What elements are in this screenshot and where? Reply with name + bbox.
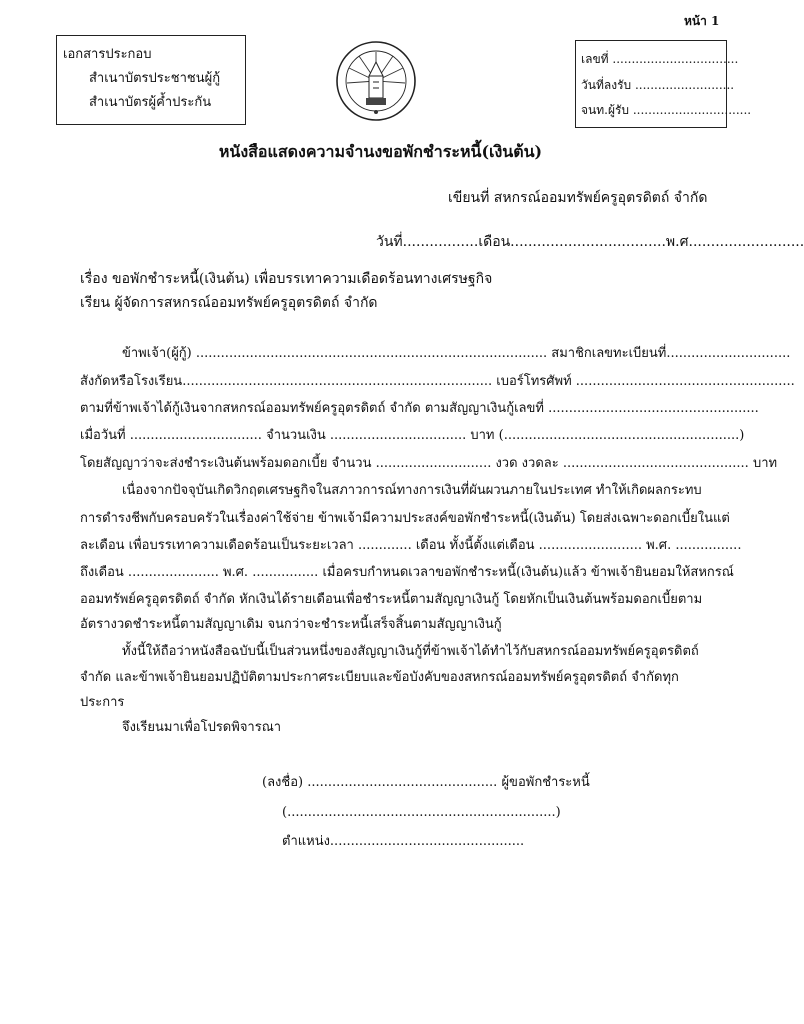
receipt-number: เลขที่ ................................. (581, 52, 739, 66)
page-number: หน้า 1 (684, 14, 720, 28)
signature-line: (ลงชื่อ) .............................................. ผู้ขอพักชำระหนี้ (262, 775, 590, 790)
attachment-item: สำเนาบัตรผู้ค้ำประกัน (89, 95, 212, 110)
receipt-officer: จนท.ผู้รับ ............................... (581, 103, 752, 117)
body-line: ละเดือน เพื่อบรรเทาความเดือดร้อนเป็นระยะเวลา ............. เดือน ทั้งนี้ตั้งแต่เดือน ......................... พ.ศ. ................ (80, 538, 742, 553)
body-line: อัตรางวดชำระหนี้ตามสัญญาเดิม จนกว่าจะชำระหนี้เสร็จสิ้นตามสัญญาเงินกู้ (80, 617, 502, 632)
form-line: โดยสัญญาว่าจะส่งชำระเงินต้นพร้อมดอกเบี้ย จำนวน ............................ งวด งวดละ ............................................. บาท (80, 456, 778, 471)
written-at: เขียนที่ สหกรณ์ออมทรัพย์ครูอุตรดิตถ์ จำกัด (448, 190, 708, 206)
body-line: ประการ (80, 695, 125, 710)
body-line: ทั้งนี้ให้ถือว่าหนังสือฉบับนี้เป็นส่วนหนึ่งของสัญญาเงินกู้ที่ข้าพเจ้าได้ทำไว้กับสหกรณ์ออมทรัพย์ครูอุตรดิตถ์ (122, 644, 699, 659)
attachments-heading: เอกสารประกอบ (63, 47, 152, 62)
receipt-box (575, 40, 752, 128)
document-title: หนังสือแสดงความจำนงขอพักชำระหนี้(เงินต้น) (218, 142, 543, 161)
signature-position-line: ตำแหน่ง............................................... (282, 834, 525, 849)
form-line: สังกัดหรือโรงเรียน........................................................................... เบอร์โทรศัพท์ ..................................................... (80, 374, 795, 389)
form-line: ตามที่ข้าพเจ้าได้กู้เงินจากสหกรณ์ออมทรัพย์ครูอุตรดิตถ์ จำกัด ตามสัญญาเงินกู้เลขที่ ................................................... (80, 401, 759, 416)
body-line: ออมทรัพย์ครูอุตรดิตถ์ จำกัด หักเงินได้รายเดือนเพื่อชำระหนี้ตามสัญญาเงินกู้ โดยหักเป็นเงินต้นพร้อมดอกเบี้ยตาม (80, 592, 703, 607)
body-line: จำกัด และข้าพเจ้ายินยอมปฏิบัติตามประกาศระเบียบและข้อบังคับของสหกรณ์ออมทรัพย์ครูอุตรดิตถ์ จำกัดทุก (80, 670, 679, 685)
closing-line: จึงเรียนมาเพื่อโปรดพิจารณา (122, 720, 282, 735)
body-line: การดำรงชีพกับครอบครัวในเรื่องค่าใช้จ่าย ข้าพเจ้ามีความประสงค์ขอพักชำระหนี้(เงินต้น) โดยส่งเฉพาะดอกเบี้ยในแต่ (80, 511, 730, 526)
body-line: เนื่องจากปัจจุบันเกิดวิกฤตเศรษฐกิจในสภาวการณ์ทางการเงินที่ผันผวนภายในประเทศ ทำให้เกิดผลกระทบ (122, 483, 702, 498)
attachment-item: สำเนาบัตรประชาชนผู้กู้ (89, 71, 221, 86)
cooperative-seal-logo (335, 40, 417, 122)
date-line: วันที่.................เดือน...................................พ.ศ.......................... (376, 234, 804, 250)
receipt-date: วันที่ลงรับ .......................... (581, 78, 735, 92)
subject-line: เรื่อง ขอพักชำระหนี้(เงินต้น) เพื่อบรรเทาความเดือดร้อนทางเศรษฐกิจ (80, 271, 493, 287)
body-line: ถึงเดือน ...................... พ.ศ. ................ เมื่อครบกำหนดเวลาขอพักชำระหนี้(เงินต้น)แล้ว ข้าพเจ้ายินยอมให้สหกรณ์ (80, 565, 734, 580)
form-line: ข้าพเจ้า(ผู้กู้) ..................................................................................... สมาชิกเลขทะเบียนที่.............................. (122, 346, 791, 361)
signature-name-line: (.................................................................) (282, 805, 561, 820)
addressee-line: เรียน ผู้จัดการสหกรณ์ออมทรัพย์ครูอุตรดิตถ์ จำกัด (80, 295, 378, 311)
form-line: เมื่อวันที่ ................................ จำนวนเงิน ................................. บาท (.........................................................) (80, 428, 745, 443)
attachments-box (56, 35, 246, 125)
